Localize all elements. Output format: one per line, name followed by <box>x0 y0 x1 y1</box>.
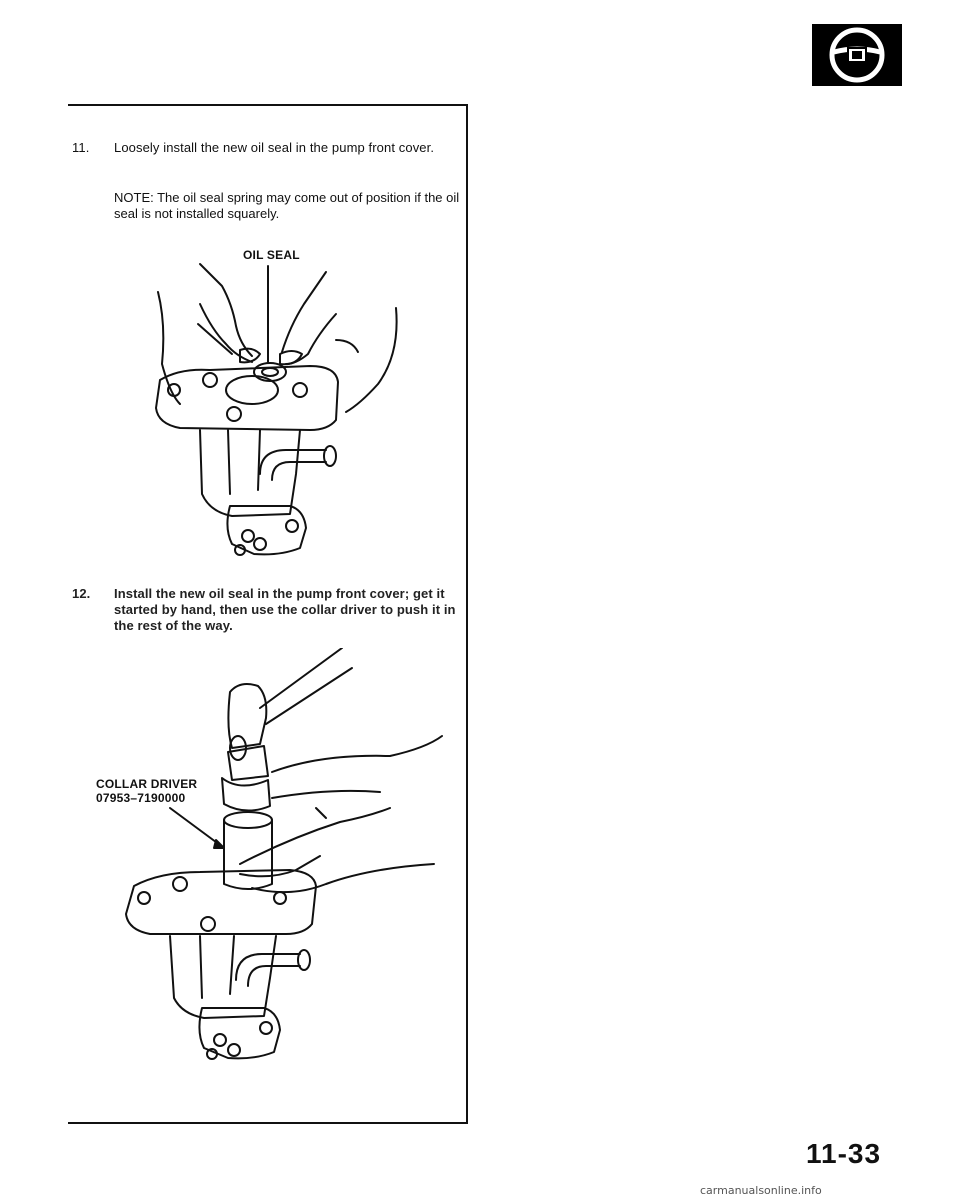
watermark: carmanualsonline.info <box>700 1184 822 1197</box>
step-text: Install the new oil seal in the pump front cover; get it started by hand, then use the collar driver to push it in the rest of the way. <box>114 586 456 633</box>
content-top-rule <box>68 104 468 106</box>
collar-driver-part-number: 07953–7190000 <box>96 791 186 805</box>
step-text: Loosely install the new oil seal in the pump front cover. <box>114 140 435 155</box>
step-number: 11. <box>72 140 90 155</box>
content-bottom-rule <box>68 1122 468 1124</box>
content-right-rule <box>466 104 468 1124</box>
steering-wheel-icon <box>812 24 902 86</box>
page-number: 11-33 <box>806 1138 882 1169</box>
oil-seal-callout: OIL SEAL <box>243 248 300 262</box>
collar-driver-label: COLLAR DRIVER <box>96 777 198 791</box>
step-11 <box>72 140 457 156</box>
collar-driver-callout <box>96 777 197 805</box>
collar-driver-figure <box>90 648 460 1098</box>
note-text: NOTE: The oil seal spring may come out of position if the oil seal is not installed squarely. <box>114 190 460 221</box>
step-number: 12. <box>72 586 91 601</box>
step-12 <box>72 586 457 634</box>
oil-seal-installation-figure <box>140 244 410 574</box>
